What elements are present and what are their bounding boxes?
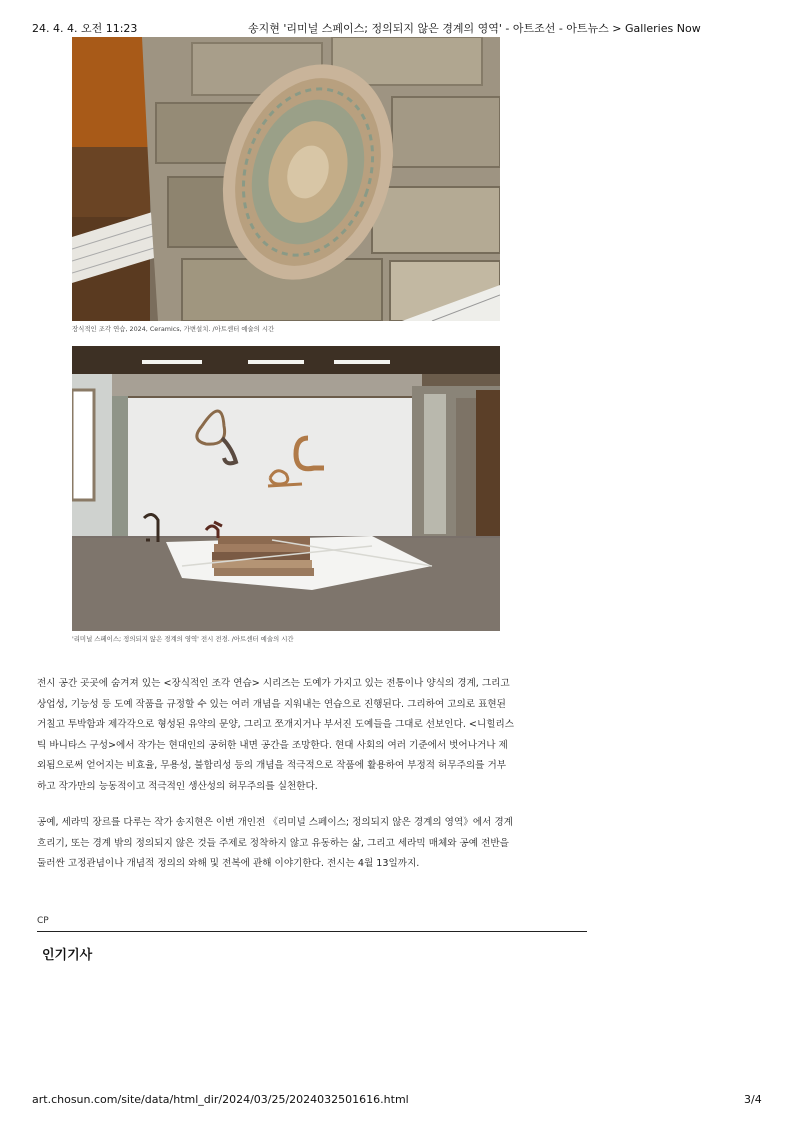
- cp-label: CP: [37, 916, 49, 926]
- paragraph-line: 전시 공간 곳곳에 숨겨져 있는 <장식적인 조각 연습> 시리즈는 도예가 가지고 있는 전통이나 양식의 경계, 그리고: [37, 678, 510, 689]
- print-url: art.chosun.com/site/data/html_dir/2024/03/25/2024032501616.html: [32, 1093, 409, 1106]
- popular-articles-heading: 인기기사: [42, 948, 93, 963]
- figure-caption: 장식적인 조각 연습, 2024, Ceramics, 가변설치. /아트센터 예술의 시간: [72, 325, 275, 333]
- paragraph-line: 하고 작가만의 능동적이고 적극적인 생산성의 허무주의를 실천한다.: [37, 780, 318, 792]
- paragraph-line: 거칠고 투박함과 제각각으로 형성된 유약의 문양, 그리고 쪼개지거나 부서진 도예들을 그대로 선보인다. <니힐리스: [37, 719, 515, 730]
- print-datetime: 24. 4. 4. 오전 11:23: [32, 22, 138, 35]
- paragraph-line: 틱 바니타스 구성>에서 작가는 현대인의 공허한 내면 공간을 조망한다. 현대 사회의 여러 기준에서 벗어나거나 제: [37, 739, 508, 751]
- paragraph-line: 흐리기, 또는 경계 밖의 정의되지 않은 것들 주제로 정착하지 않고 유동하는 삶, 그리고 세라믹 매체와 공예 전반을: [37, 837, 509, 849]
- paragraph-line: 공예, 세라믹 장르를 다루는 작가 송지현은 이번 개인전 《리미널 스페이스; 정의되지 않은 경계의 영역》에서 경계: [37, 817, 513, 828]
- section-divider: [37, 931, 587, 932]
- article-paragraph: [37, 813, 547, 875]
- paragraph-line: 둘러싼 고정관념이나 개념적 정의의 와해 및 전복에 관해 이야기한다. 전시는 4월 13일까지.: [37, 858, 420, 869]
- figure-caption: '리미널 스페이스; 정의되지 않은 경계의 영역' 전시 전경. /아트센터 예술의 시간: [72, 635, 294, 643]
- print-page-title: 송지현 '리미널 스페이스; 정의되지 않은 경계의 영역' - 아트조선 - 아트뉴스 > Galleries Now: [248, 22, 701, 35]
- article-paragraph: [37, 674, 547, 797]
- ceramic-plate-photo: [72, 37, 500, 321]
- paragraph-line: 상업성, 기능성 등 도예 작품을 규정할 수 있는 여러 개념을 지워내는 연습으로 진행된다. 그리하여 고의로 표현된: [37, 698, 506, 710]
- paragraph-line: 외됨으로써 얻어지는 비효율, 무용성, 불합리성 등의 개념을 적극적으로 작품에 활용하여 부정적 허무주의를 거부: [37, 760, 507, 771]
- exhibition-view-photo: [72, 346, 500, 631]
- print-page-number: 3/4: [744, 1093, 762, 1106]
